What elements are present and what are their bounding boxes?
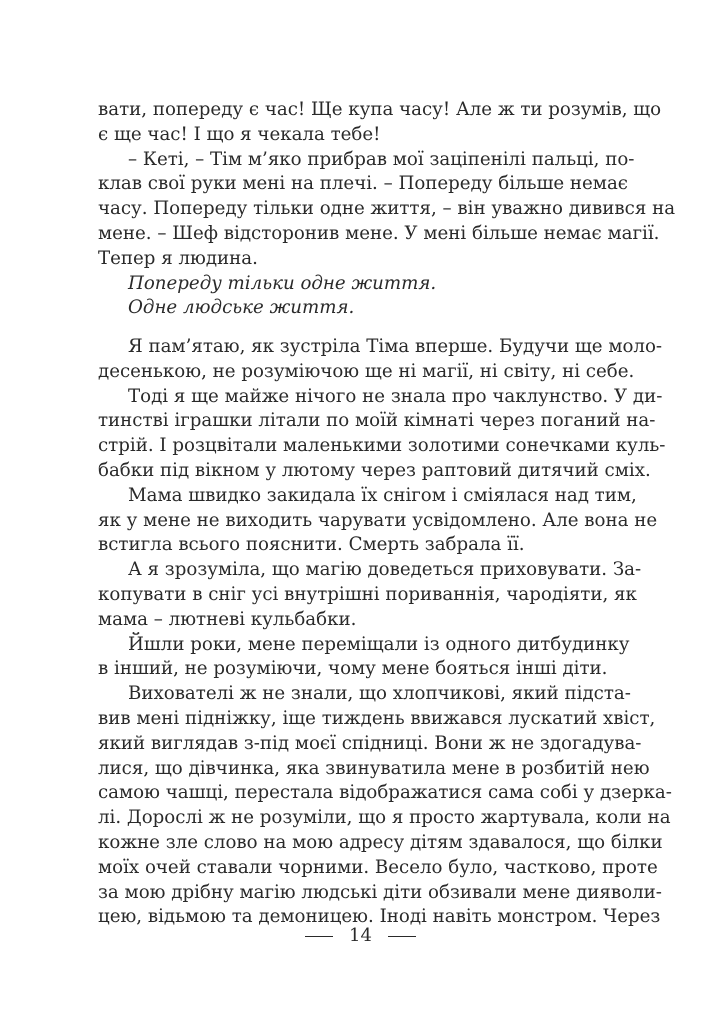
text-line: мене. – Шеф відсторонив мене. У мені більше немає магії. <box>98 222 660 244</box>
text-line: клав свої руки мені на плечі. – Попереду більше немає <box>98 173 628 195</box>
footer-dash-right <box>388 936 416 937</box>
text-line: встигла всього пояснити. Смерть забрала її. <box>98 534 525 556</box>
italic-line: Одне людське життя. <box>128 297 355 319</box>
paragraph-first-line: Тоді я ще майже нічого не знала про чаклунство. У ди- <box>128 385 663 407</box>
text-line: цею, відьмою та демоницею. Іноді навіть монстром. Через <box>98 906 661 928</box>
text-line: лі. Дорослі ж не розуміли, що я просто жартувала, коли на <box>98 807 671 829</box>
text-block-bottom <box>98 335 672 930</box>
paragraph-first-line: Я пам’ятаю, як зустріла Тіма вперше. Будучи ще моло- <box>128 336 663 357</box>
paragraph-first-line: Мама швидко закидала їх снігом і сміялася над тим, <box>128 484 637 506</box>
text-line: часу. Попереду тільки одне життя, – він уважно дивився на <box>98 198 676 220</box>
text-line: тинстві іграшки літали по моїй кімнаті через поганий на- <box>98 410 656 432</box>
text-line: є ще час! І що я чекала тебе! <box>98 123 381 145</box>
text-line: який виглядав з-під моєї спідниці. Вони ж не здогадува- <box>98 732 642 754</box>
page-footer <box>0 924 721 948</box>
text-line: як у мене не виходить чарувати усвідомлено. Але вона не <box>98 509 658 531</box>
text-line: самою чашці, перестала відображатися сама собі у дзерка- <box>98 782 672 804</box>
text-line: вати, попереду є час! Ще купа часу! Але ж ти розумів, що <box>98 99 662 120</box>
text-line: бабки під вікном у лютому через раптовий дитячий сміх. <box>98 459 651 481</box>
dialogue-line: – Кеті, – Тім м’яко прибрав мої заціпенілі пальці, по- <box>128 148 635 170</box>
text-line: в інший, не розуміючи, чому мене бояться інші діти. <box>98 658 608 680</box>
paragraph-first-line: Вихователі ж не знали, що хлопчикові, який підста- <box>128 683 631 705</box>
page-number: 14 <box>349 925 372 946</box>
text-line: за мою дрібну магію людські діти обзивали мене дияволи- <box>98 881 662 903</box>
text-line: десенькою, не розуміючою ще ні магії, ні світу, ні себе. <box>98 360 635 382</box>
paragraph-first-line: А я зрозуміла, що магію доведеться приховувати. За- <box>128 559 642 581</box>
paragraph-first-line: Йшли роки, мене переміщали із одного дитбудинку <box>128 633 630 655</box>
text-line: мама – лютневі кульбабки. <box>98 608 357 630</box>
text-line: копувати в сніг усі внутрішні пориваннія, чародіяти, як <box>98 583 637 605</box>
text-line: Тепер я людина. <box>98 247 258 269</box>
text-line: лися, що дівчинка, яка звинуватила мене в розбитій нею <box>98 757 650 779</box>
text-line: вив мені підніжку, іще тиждень ввижався лускатий хвіст, <box>98 707 656 729</box>
text-line: моїх очей ставали чорними. Весело було, частково, проте <box>98 856 658 878</box>
italic-line: Попереду тільки одне життя. <box>128 272 437 294</box>
footer-dash-left <box>305 936 333 937</box>
text-line: стрій. І розцвітали маленькими золотими сонечками куль- <box>98 435 666 457</box>
text-block-top <box>98 98 676 321</box>
text-line: кожне зле слово на мою адресу дітям здавалося, що білки <box>98 831 663 853</box>
